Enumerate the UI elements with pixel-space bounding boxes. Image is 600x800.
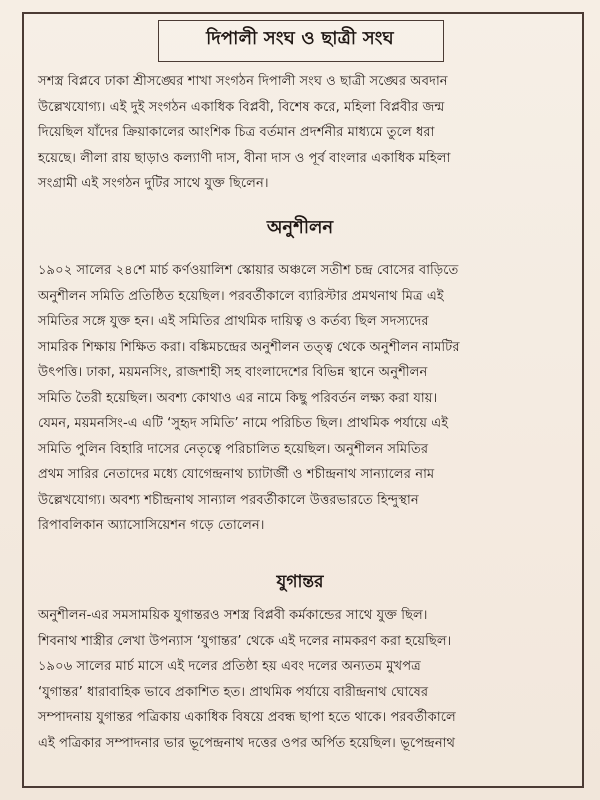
paragraph-line: ‘যুগান্তর’ ধারাবাহিক ভাবে প্রকাশিত হত। প্রাথমিক পর্যায়ে বারীন্দ্রনাথ ঘোষের bbox=[38, 684, 429, 700]
paragraph-line: উৎপত্তি। ঢাকা, ময়মনসিং, রাজশাহী সহ বাংলাদেশের বিভিন্ন স্থানে অনুশীলন bbox=[38, 365, 428, 380]
paragraph-line: সম্পাদনায় যুগান্তর পত্রিকায় একাধিক বিষয়ে প্রবন্ধ ছাপা হতে থাকে। পরবর্তীকালে bbox=[38, 710, 456, 725]
section-heading-jugantar: যুগান্তর bbox=[276, 572, 324, 592]
paragraph-line: এই পত্রিকার সম্পাদনার ভার ভূপেন্দ্রনাথ দত্তের ওপর অর্পিত হয়েছিল। ভূপেন্দ্রনাথ bbox=[38, 735, 456, 751]
paragraph-line: সামরিক শিক্ষায় শিক্ষিত করা। বঙ্কিমচন্দ্রের অনুশীলন তত্ত্ব থেকে অনুশীলন নামটির bbox=[38, 339, 460, 355]
paragraph-line: হয়েছে। লীলা রায় ছাড়াও কল্যাণী দাস, বীনা দাস ও পূর্ব বাংলার একাধিক মহিলা bbox=[38, 150, 451, 166]
paragraph-line: সমিতির সঙ্গে যুক্ত হন। এই সমিতির প্রাথমিক দায়িত্ব ও কর্তব্য ছিল সদস্যদের bbox=[38, 314, 429, 329]
paragraph-anushilan bbox=[38, 258, 564, 539]
paragraph-line: সমিতি পুলিন বিহারি দাসের নেতৃত্বে পরিচালিত হয়েছিল। অনুশীলন সমিতির bbox=[38, 441, 429, 457]
paragraph-jugantar bbox=[38, 603, 564, 756]
paragraph-line: ১৯০৬ সালের মার্চ মাসে এই দলের প্রতিষ্ঠা হয় এবং দলের অন্যতম মুখপত্র bbox=[38, 659, 421, 674]
paragraph-line: সশস্ত্র বিপ্লবে ঢাকা শ্রীসঙ্ঘের শাখা সংগঠন দিপালী সংঘ ও ছাত্রী সঙ্ঘের অবদান bbox=[38, 74, 448, 89]
paragraph-line: উল্লেখযোগ্য। অবশ্য শচীন্দ্রনাথ সান্যাল পরবর্তীকালে উত্তরভারতে হিন্দুস্থান bbox=[38, 492, 419, 508]
paragraph-line: দিয়েছিল যাঁদের ক্রিয়াকালের আংশিক চিত্র বর্তমান প্রদর্শনীর মাধ্যমে তুলে ধরা bbox=[38, 125, 435, 140]
paragraph-line: সংগ্রামী এই সংগঠন দুটির সাথে যুক্ত ছিলেন। bbox=[38, 176, 269, 191]
paragraph-line: যেমন, ময়মনসিং-এ এটি ‘সুহৃদ সমিতি’ নামে পরিচিত ছিল। প্রাথমিক পর্যায়ে এই bbox=[38, 416, 449, 431]
paragraph-line: অনুশীলন-এর সমসাময়িক যুগান্তরও সশস্ত্র বিপ্লবী কর্মকান্ডের সাথে যুক্ত ছিল। bbox=[38, 608, 428, 623]
paragraph-line: অনুশীলন সমিতি প্রতিষ্ঠিত হয়েছিল। পরবর্তীকালে ব্যারিস্টার প্রমথনাথ মিত্র এই bbox=[38, 288, 444, 304]
page-title: দিপালী সংঘ ও ছাত্রী সংঘ bbox=[206, 28, 394, 49]
paragraph-line: সমিতি তৈরী হয়েছিল। অবশ্য কোথাও এর নামে কিছু পরিবর্তন লক্ষ্য করা যায়। bbox=[38, 390, 438, 406]
paragraph-line: ১৯০২ সালের ২৪শে মার্চ কর্ণওয়ালিশ স্কোয়ার অঞ্চলে সতীশ চন্দ্র বোসের বাড়িতে bbox=[38, 263, 459, 278]
paragraph-line: উল্লেখযোগ্য। এই দুই সংগঠন একাধিক বিপ্লবী, বিশেষ করে, মহিলা বিপ্লবীর জন্ম bbox=[38, 99, 445, 115]
paragraph-line: শিবনাথ শাস্ত্রীর লেখা উপন্যাস ‘যুগান্তর’ থেকে এই দলের নামকরণ করা হয়েছিল। bbox=[38, 633, 452, 649]
paragraph-line: প্রথম সারির নেতাদের মধ্যে যোগেন্দ্রনাথ চ্যাটার্জী ও শচীন্দ্রনাথ সান্যালের নাম bbox=[38, 467, 435, 482]
paragraph-dipali-sangha bbox=[38, 69, 564, 197]
paragraph-line: রিপাবলিকান অ্যাসোসিয়েশন গড়ে তোলেন। bbox=[38, 518, 265, 533]
section-heading-anushilan: অনুশীলন bbox=[266, 217, 334, 238]
